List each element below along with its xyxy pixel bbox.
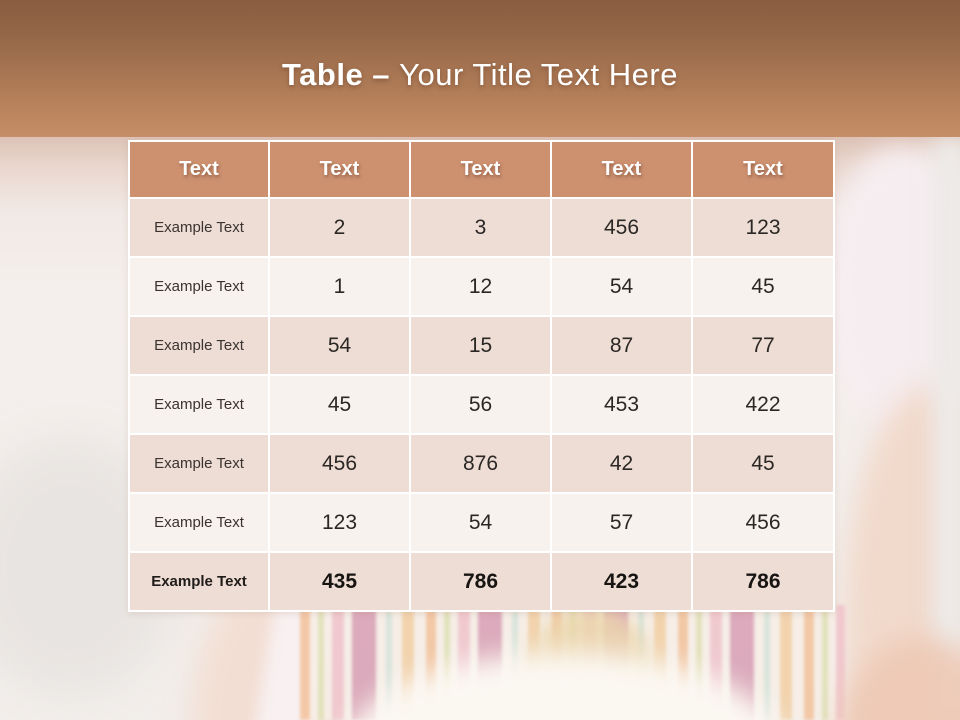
table-cell: 2 [269, 198, 410, 257]
table-cell: 123 [692, 198, 834, 257]
column-header: Text [410, 141, 551, 198]
table-total-row [129, 552, 834, 611]
row-label-cell: Example Text [129, 316, 269, 375]
table-cell: 123 [269, 493, 410, 552]
table-row [129, 375, 834, 434]
table-cell: 54 [551, 257, 692, 316]
table-cell: 42 [551, 434, 692, 493]
column-header: Text [692, 141, 834, 198]
row-label-cell: Example Text [129, 375, 269, 434]
table-cell: 45 [269, 375, 410, 434]
table-cell: 12 [410, 257, 551, 316]
table-cell: 54 [410, 493, 551, 552]
table-row [129, 257, 834, 316]
table-cell: 423 [551, 552, 692, 611]
data-table [128, 140, 835, 612]
slide-title [282, 57, 678, 93]
column-header: Text [129, 141, 269, 198]
row-label-cell: Example Text [129, 434, 269, 493]
table-cell: 786 [410, 552, 551, 611]
table-row [129, 493, 834, 552]
column-header: Text [551, 141, 692, 198]
header-row [129, 141, 834, 198]
table-row [129, 316, 834, 375]
row-label-cell: Example Text [129, 493, 269, 552]
table-cell: 876 [410, 434, 551, 493]
table-cell: 1 [269, 257, 410, 316]
table-cell: 45 [692, 257, 834, 316]
table-cell: 3 [410, 198, 551, 257]
table-cell: 453 [551, 375, 692, 434]
table-cell: 45 [692, 434, 834, 493]
row-label-cell: Example Text [129, 198, 269, 257]
table-cell: 15 [410, 316, 551, 375]
table-cell: 456 [551, 198, 692, 257]
table-cell: 422 [692, 375, 834, 434]
column-header: Text [269, 141, 410, 198]
table-cell: 435 [269, 552, 410, 611]
table-cell: 786 [692, 552, 834, 611]
table-cell: 54 [269, 316, 410, 375]
table-row [129, 434, 834, 493]
title-keyword: Table [282, 56, 364, 92]
table-cell: 77 [692, 316, 834, 375]
row-label-cell: Example Text [129, 552, 269, 611]
table-cell: 57 [551, 493, 692, 552]
table-cell: 87 [551, 316, 692, 375]
title-band [0, 0, 960, 137]
title-separator: – [363, 56, 400, 92]
table-cell: 456 [269, 434, 410, 493]
table-cell: 56 [410, 375, 551, 434]
row-label-cell: Example Text [129, 257, 269, 316]
title-subtitle: Your Title Text Here [399, 56, 678, 92]
background-edge-shade [932, 137, 960, 720]
table-cell: 456 [692, 493, 834, 552]
table-row [129, 198, 834, 257]
